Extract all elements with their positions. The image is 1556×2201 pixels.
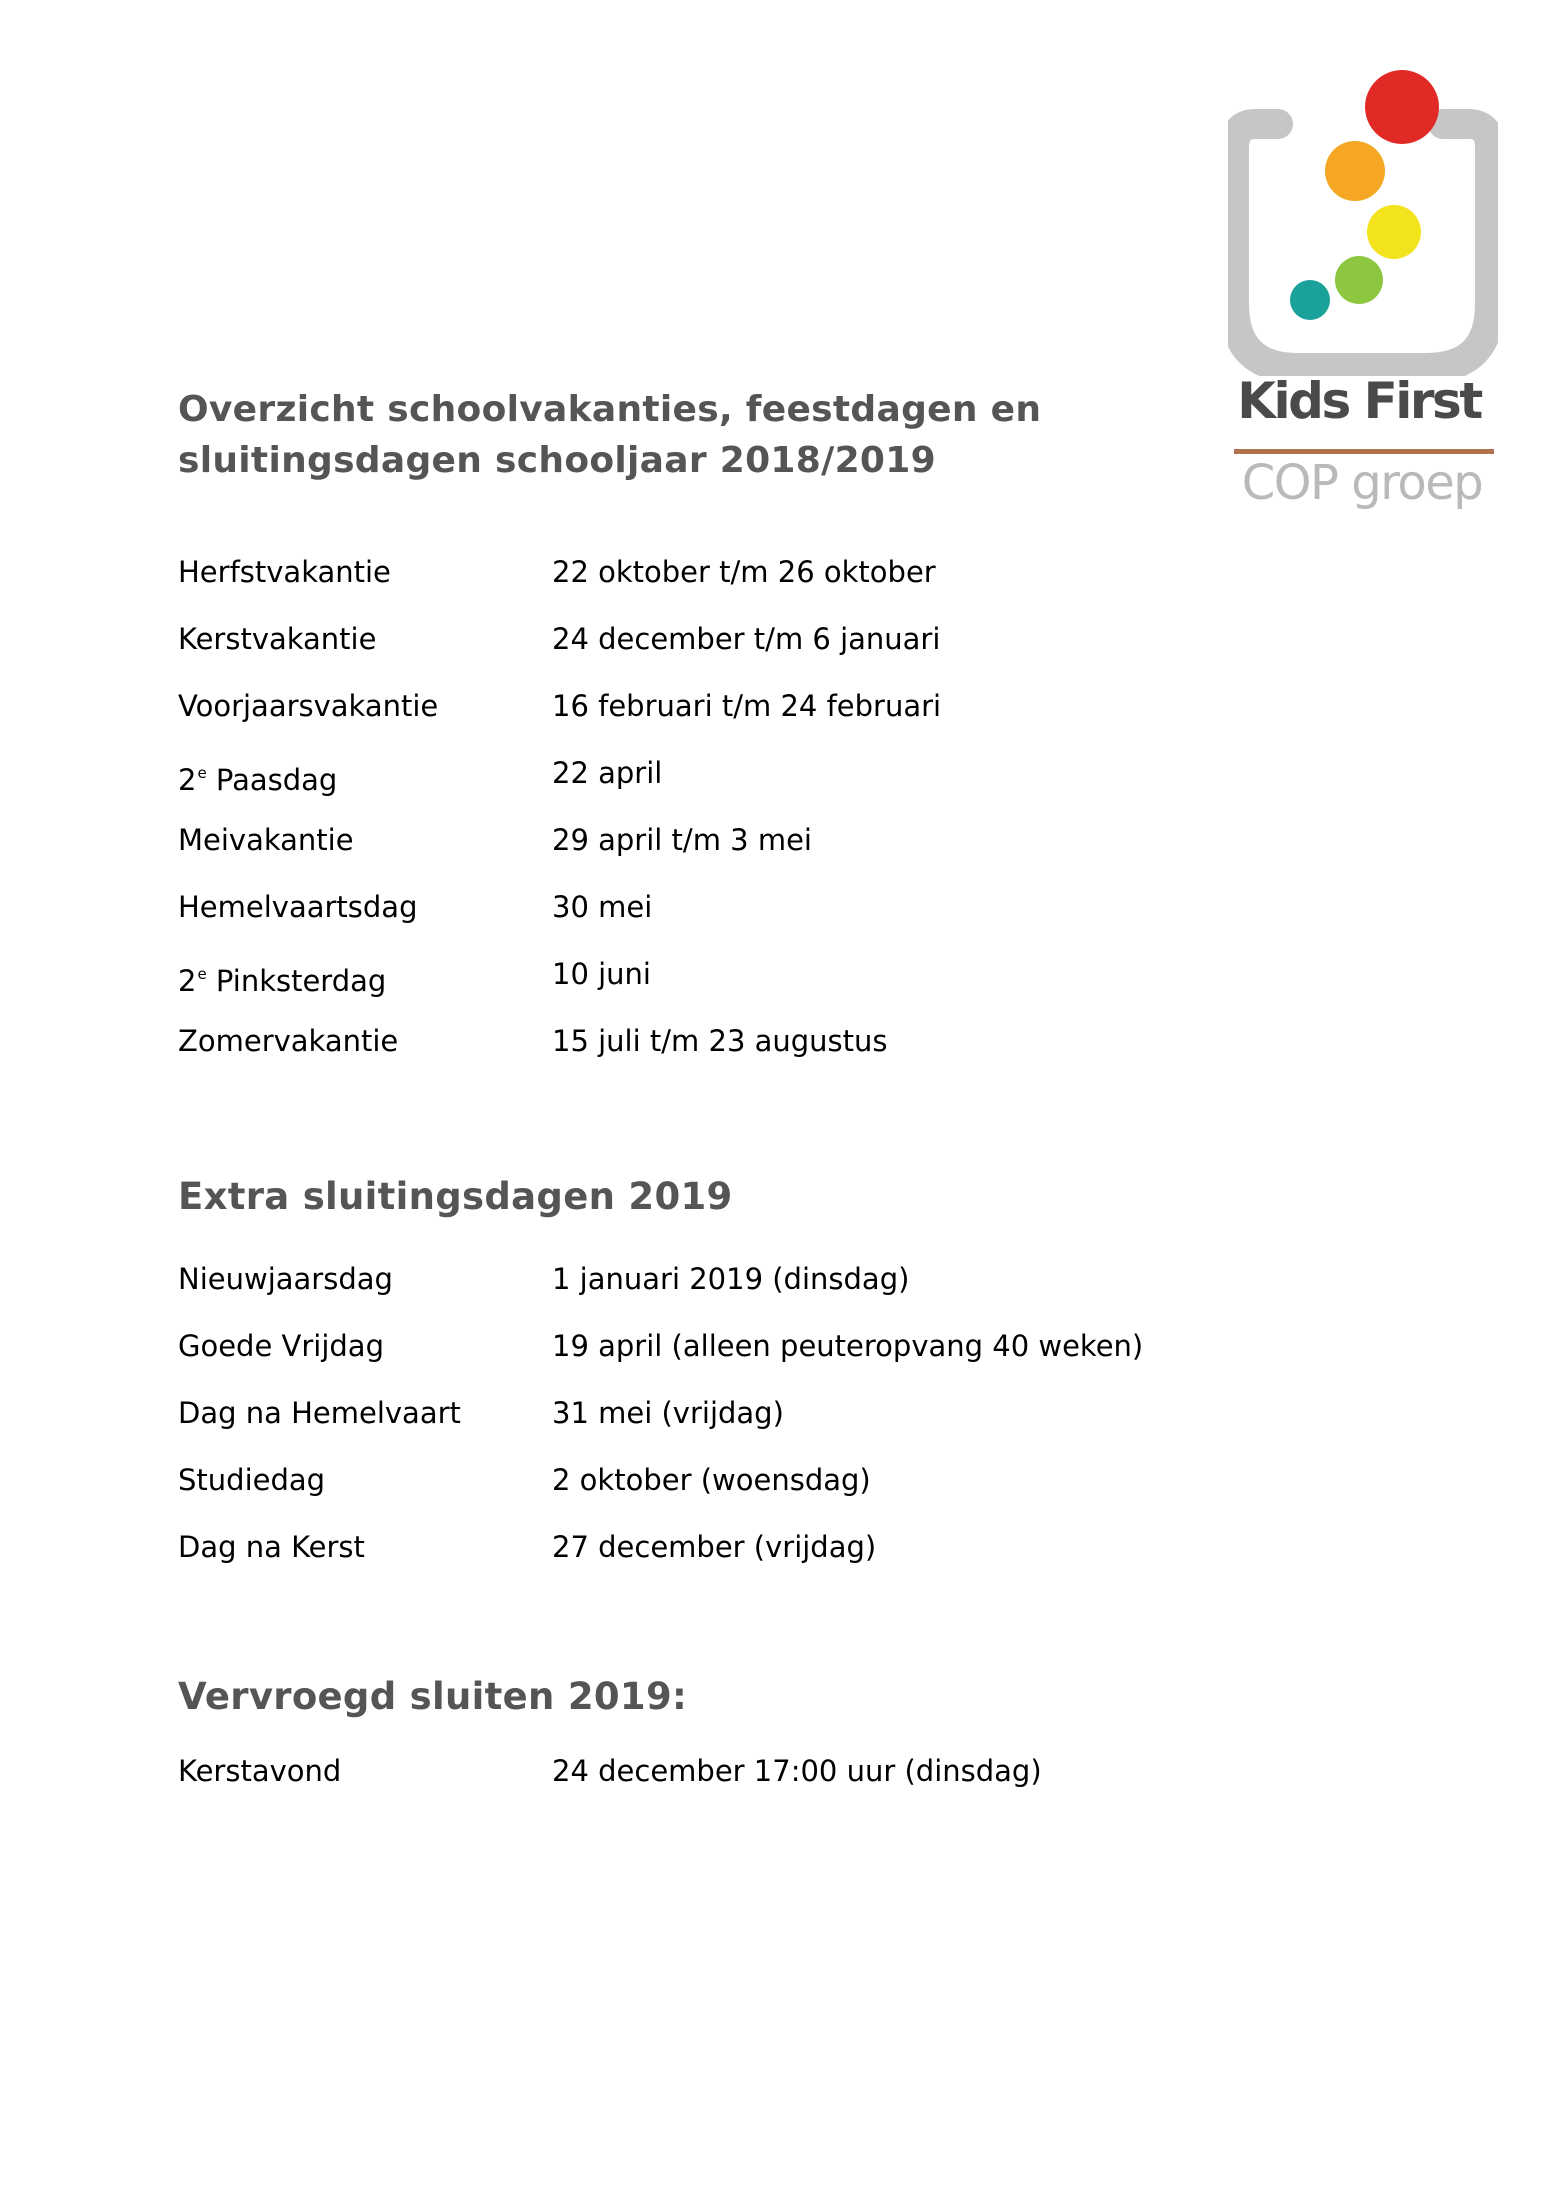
item-label — [178, 955, 386, 1000]
item-label: Hemelvaartsdag — [178, 890, 418, 924]
page-title — [178, 384, 1098, 486]
logo-dot-orange — [1325, 141, 1385, 201]
kids-first-logo — [1228, 66, 1498, 514]
page-title-line-2: sluitingsdagen schooljaar 2018/2019 — [178, 440, 936, 481]
item-value: 22 april — [552, 756, 663, 790]
page-title-line-1: Overzicht schoolvakanties, feestdagen en — [178, 389, 1042, 430]
label-text: Pinksterdag — [206, 964, 387, 998]
item-value: 15 juli t/m 23 augustus — [552, 1024, 888, 1058]
item-value: 2 oktober (woensdag) — [552, 1463, 871, 1497]
item-label: Nieuwjaarsdag — [178, 1262, 393, 1296]
item-value: 31 mei (vrijdag) — [552, 1396, 784, 1430]
logo-dot-teal — [1290, 280, 1330, 320]
ordinal-number: 2 — [178, 763, 197, 797]
logo-name: Kids First — [1237, 372, 1481, 430]
item-value: 22 oktober t/m 26 oktober — [552, 555, 936, 589]
label-text: Paasdag — [206, 763, 338, 797]
logo-subtitle: COP groep — [1241, 455, 1483, 511]
item-value: 24 december 17:00 uur (dinsdag) — [552, 1754, 1042, 1788]
early-heading: Vervroegd sluiten 2019: — [178, 1675, 688, 1718]
item-value: 10 juni — [552, 957, 651, 991]
ordinal-suffix: e — [197, 764, 207, 782]
item-value: 29 april t/m 3 mei — [552, 823, 812, 857]
ordinal-suffix: e — [197, 965, 207, 983]
item-label — [178, 754, 337, 799]
item-value: 27 december (vrijdag) — [552, 1530, 877, 1564]
item-label: Kerstvakantie — [178, 622, 377, 656]
item-label: Kerstavond — [178, 1754, 342, 1788]
logo-dot-red — [1365, 70, 1439, 144]
logo-dot-green — [1335, 256, 1383, 304]
item-value: 24 december t/m 6 januari — [552, 622, 941, 656]
item-label: Zomervakantie — [178, 1024, 399, 1058]
logo-dot-yellow — [1367, 205, 1421, 259]
item-value: 16 februari t/m 24 februari — [552, 689, 942, 723]
item-label: Dag na Hemelvaart — [178, 1396, 461, 1430]
item-value: 19 april (alleen peuteropvang 40 weken) — [552, 1329, 1144, 1363]
logo-rule — [1234, 449, 1494, 454]
item-label: Voorjaarsvakantie — [178, 689, 439, 723]
logo-mark-icon — [1228, 66, 1498, 376]
item-value: 1 januari 2019 (dinsdag) — [552, 1262, 910, 1296]
ordinal-number: 2 — [178, 964, 197, 998]
item-label: Goede Vrijdag — [178, 1329, 384, 1363]
item-label: Studiedag — [178, 1463, 326, 1497]
item-value: 30 mei — [552, 890, 653, 924]
item-label: Meivakantie — [178, 823, 354, 857]
item-label: Dag na Kerst — [178, 1530, 365, 1564]
extra-heading: Extra sluitingsdagen 2019 — [178, 1175, 733, 1218]
item-label: Herfstvakantie — [178, 555, 391, 589]
